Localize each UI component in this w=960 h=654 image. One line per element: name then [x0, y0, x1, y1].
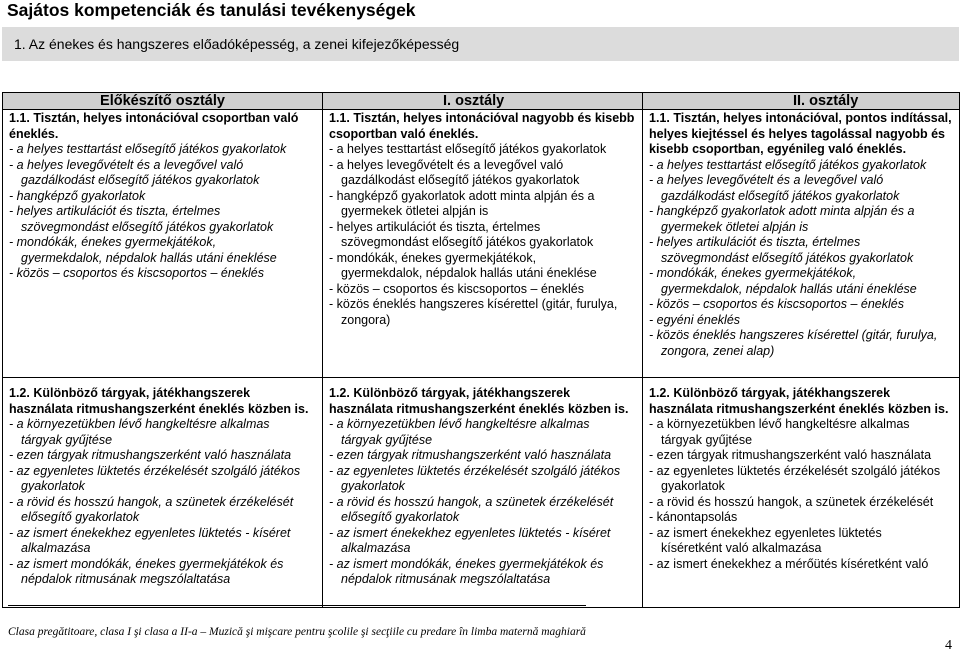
- table-cell: [323, 110, 643, 378]
- activity-line: - a helyes testtartást elősegítő játékos gyakorlatok: [329, 142, 607, 156]
- activity-line: tárgyak gyűjtése: [341, 432, 433, 447]
- activity-line: - az egyenletes lüktetés érzékelését szolgáló játékos: [329, 463, 621, 478]
- activity-line: - hangképző gyakorlatok: [9, 188, 146, 203]
- footer-rule: [8, 605, 586, 606]
- activity-line: - az egyenletes lüktetés érzékelését szolgáló játékos: [649, 463, 941, 478]
- activity-line: - az egyenletes lüktetés érzékelését szolgáló játékos: [9, 463, 301, 478]
- competency-heading: 1.1. Tisztán, helyes intonációval, pontos indítással, helyes kiejtéssel és helyes tagolással nagyobb és kisebb csoportban, egyénileg való éneklés.: [649, 111, 952, 156]
- activity-line: - ezen tárgyak ritmushangszerként való használata: [9, 448, 292, 462]
- activity-line: népdalok ritmusának megszólaltatása: [21, 572, 231, 586]
- table-cell: [3, 378, 323, 608]
- activity-line: - a helyes levegővételt és a levegővel való: [9, 157, 244, 172]
- activity-line: - ezen tárgyak ritmushangszerként való használata: [329, 448, 612, 462]
- page-title: Sajátos kompetenciák és tanulási tevékenységek: [7, 0, 416, 20]
- activity-line: - a helyes levegővételt és a levegővel való: [649, 173, 884, 187]
- activity-line: - egyéni éneklés: [649, 312, 741, 327]
- table-cell: [323, 378, 643, 608]
- activity-line: gyakorlatok: [21, 479, 85, 493]
- activity-line: - helyes artikulációt és tiszta, értelmes: [329, 219, 541, 234]
- table-cell: [643, 110, 960, 378]
- competency-table: [2, 92, 960, 608]
- activity-line: - közös – csoportos és kiscsoportos – éneklés: [649, 297, 904, 311]
- activity-line: - helyes artikulációt és tiszta, értelmes: [9, 204, 221, 218]
- column-header-grade-2: II. osztály: [643, 93, 960, 110]
- activity-line: - az ismert énekekhez egyenletes lüktetés: [649, 525, 882, 540]
- activity-line: gazdálkodást elősegítő játékos gyakorlatok: [21, 173, 260, 187]
- competency-heading: 1.2. Különböző tárgyak, játékhangszerek használata ritmushangszerként éneklés közben is.: [649, 386, 949, 416]
- activity-line: - az ismert énekekhez egyenletes lüktetés - kíséret: [329, 525, 611, 540]
- activity-line: - a rövid és hosszú hangok, a szünetek érzékelését: [649, 494, 934, 509]
- activity-line: elősegítő gyakorlatok: [341, 510, 460, 524]
- activity-line: - az ismert mondókák, énekes gyermekjátékok és: [329, 556, 604, 571]
- activity-line: - hangképző gyakorlatok adott minta alpján és a: [329, 188, 595, 203]
- activity-line: tárgyak gyűjtése: [661, 432, 753, 447]
- activity-line: gyermekdalok, népdalok hallás utáni éneklése: [341, 266, 597, 280]
- competency-heading: 1.2. Különböző tárgyak, játékhangszerek használata ritmushangszerként éneklés közben is.: [9, 386, 309, 416]
- activity-line: - közös – csoportos és kiscsoportos – éneklés: [329, 281, 584, 296]
- activity-line: - kánontapsolás: [649, 510, 738, 524]
- activity-line: alkalmazása: [21, 541, 91, 555]
- activity-line: gyakorlatok: [341, 479, 405, 493]
- activity-line: szövegmondást elősegítő játékos gyakorlatok: [21, 219, 274, 234]
- page-number: 4: [945, 638, 952, 653]
- activity-line: gazdálkodást elősegítő játékos gyakorlatok: [661, 188, 900, 203]
- activity-line: népdalok ritmusának megszólaltatása: [341, 572, 551, 586]
- activity-line: - a környezetükben lévő hangkeltésre alkalmas: [329, 417, 590, 431]
- activity-line: alkalmazása: [341, 541, 411, 555]
- activity-line: - az ismert mondókák, énekes gyermekjátékok és: [9, 556, 284, 571]
- activity-line: szövegmondást elősegítő játékos gyakorlatok: [341, 235, 594, 249]
- table-cell: [643, 378, 960, 608]
- activity-line: - az ismert énekekhez egyenletes lüktetés - kíséret: [9, 525, 291, 540]
- activity-line: gyermekek ötletei alpján is: [661, 219, 809, 234]
- activity-line: gyermekdalok, népdalok hallás utáni éneklése: [21, 250, 277, 265]
- activity-line: - mondókák, énekes gyermekjátékok,: [329, 250, 537, 265]
- activity-line: elősegítő gyakorlatok: [21, 510, 140, 524]
- activity-line: gazdálkodást elősegítő játékos gyakorlatok: [341, 173, 580, 187]
- table-row: [3, 110, 960, 378]
- activity-line: kíséretként való alkalmazása: [661, 541, 822, 555]
- competency-heading: 1.2. Különböző tárgyak, játékhangszerek használata ritmushangszerként éneklés közben is.: [329, 386, 629, 416]
- activity-line: - a helyes levegővételt és a levegővel való: [329, 157, 564, 172]
- activity-line: gyakorlatok: [661, 479, 725, 493]
- activity-line: zongora, zenei alap): [661, 343, 775, 358]
- competency-heading: 1.1. Tisztán, helyes intonációval nagyobb és kisebb csoportban való éneklés.: [329, 111, 635, 141]
- activity-line: - a környezetükben lévő hangkeltésre alkalmas: [9, 417, 270, 431]
- footer-text: Clasa pregătitoare, clasa I şi clasa a II-a – Muzică şi mişcare pentru şcolile şi secţiile cu predare în limba maternă maghiară: [8, 626, 586, 638]
- activity-line: - az ismert énekekhez a mérőütés kíséretként való: [649, 556, 929, 571]
- column-header-grade-1: I. osztály: [323, 93, 643, 110]
- activity-line: tárgyak gyűjtése: [21, 432, 113, 447]
- activity-line: - közös éneklés hangszeres kísérettel (gitár, furulya,: [329, 297, 618, 311]
- table-cell: [3, 110, 323, 378]
- activity-line: - a helyes testtartást elősegítő játékos gyakorlatok: [9, 142, 287, 156]
- activity-line: - a helyes testtartást elősegítő játékos gyakorlatok: [649, 157, 927, 172]
- competency-heading: 1.1. Tisztán, helyes intonációval csoportban való éneklés.: [9, 111, 299, 141]
- table-row: [3, 378, 960, 608]
- activity-line: - helyes artikulációt és tiszta, értelmes: [649, 235, 861, 249]
- section-banner: 1. Az énekes és hangszeres előadóképesség, a zenei kifejezőképesség: [2, 27, 959, 61]
- activity-line: - ezen tárgyak ritmushangszerként való használata: [649, 448, 932, 462]
- activity-line: gyermekdalok, népdalok hallás utáni éneklése: [661, 281, 917, 296]
- activity-line: gyermekek ötletei alpján is: [341, 204, 489, 218]
- activity-line: zongora): [341, 312, 391, 327]
- activity-line: - a rövid és hosszú hangok, a szünetek érzékelését: [9, 494, 294, 509]
- activity-line: - mondókák, énekes gyermekjátékok,: [649, 266, 857, 280]
- activity-line: - közös – csoportos és kiscsoportos – éneklés: [9, 266, 264, 280]
- activity-line: - hangképző gyakorlatok adott minta alpján és a: [649, 204, 915, 218]
- activity-line: - a környezetükben lévő hangkeltésre alkalmas: [649, 417, 910, 431]
- column-header-preparatory: Előkészítő osztály: [3, 93, 323, 110]
- activity-line: - mondókák, énekes gyermekjátékok,: [9, 235, 217, 249]
- activity-line: - közös éneklés hangszeres kísérettel (gitár, furulya,: [649, 328, 938, 342]
- activity-line: szövegmondást elősegítő játékos gyakorlatok: [661, 250, 914, 265]
- activity-line: - a rövid és hosszú hangok, a szünetek érzékelését: [329, 494, 614, 509]
